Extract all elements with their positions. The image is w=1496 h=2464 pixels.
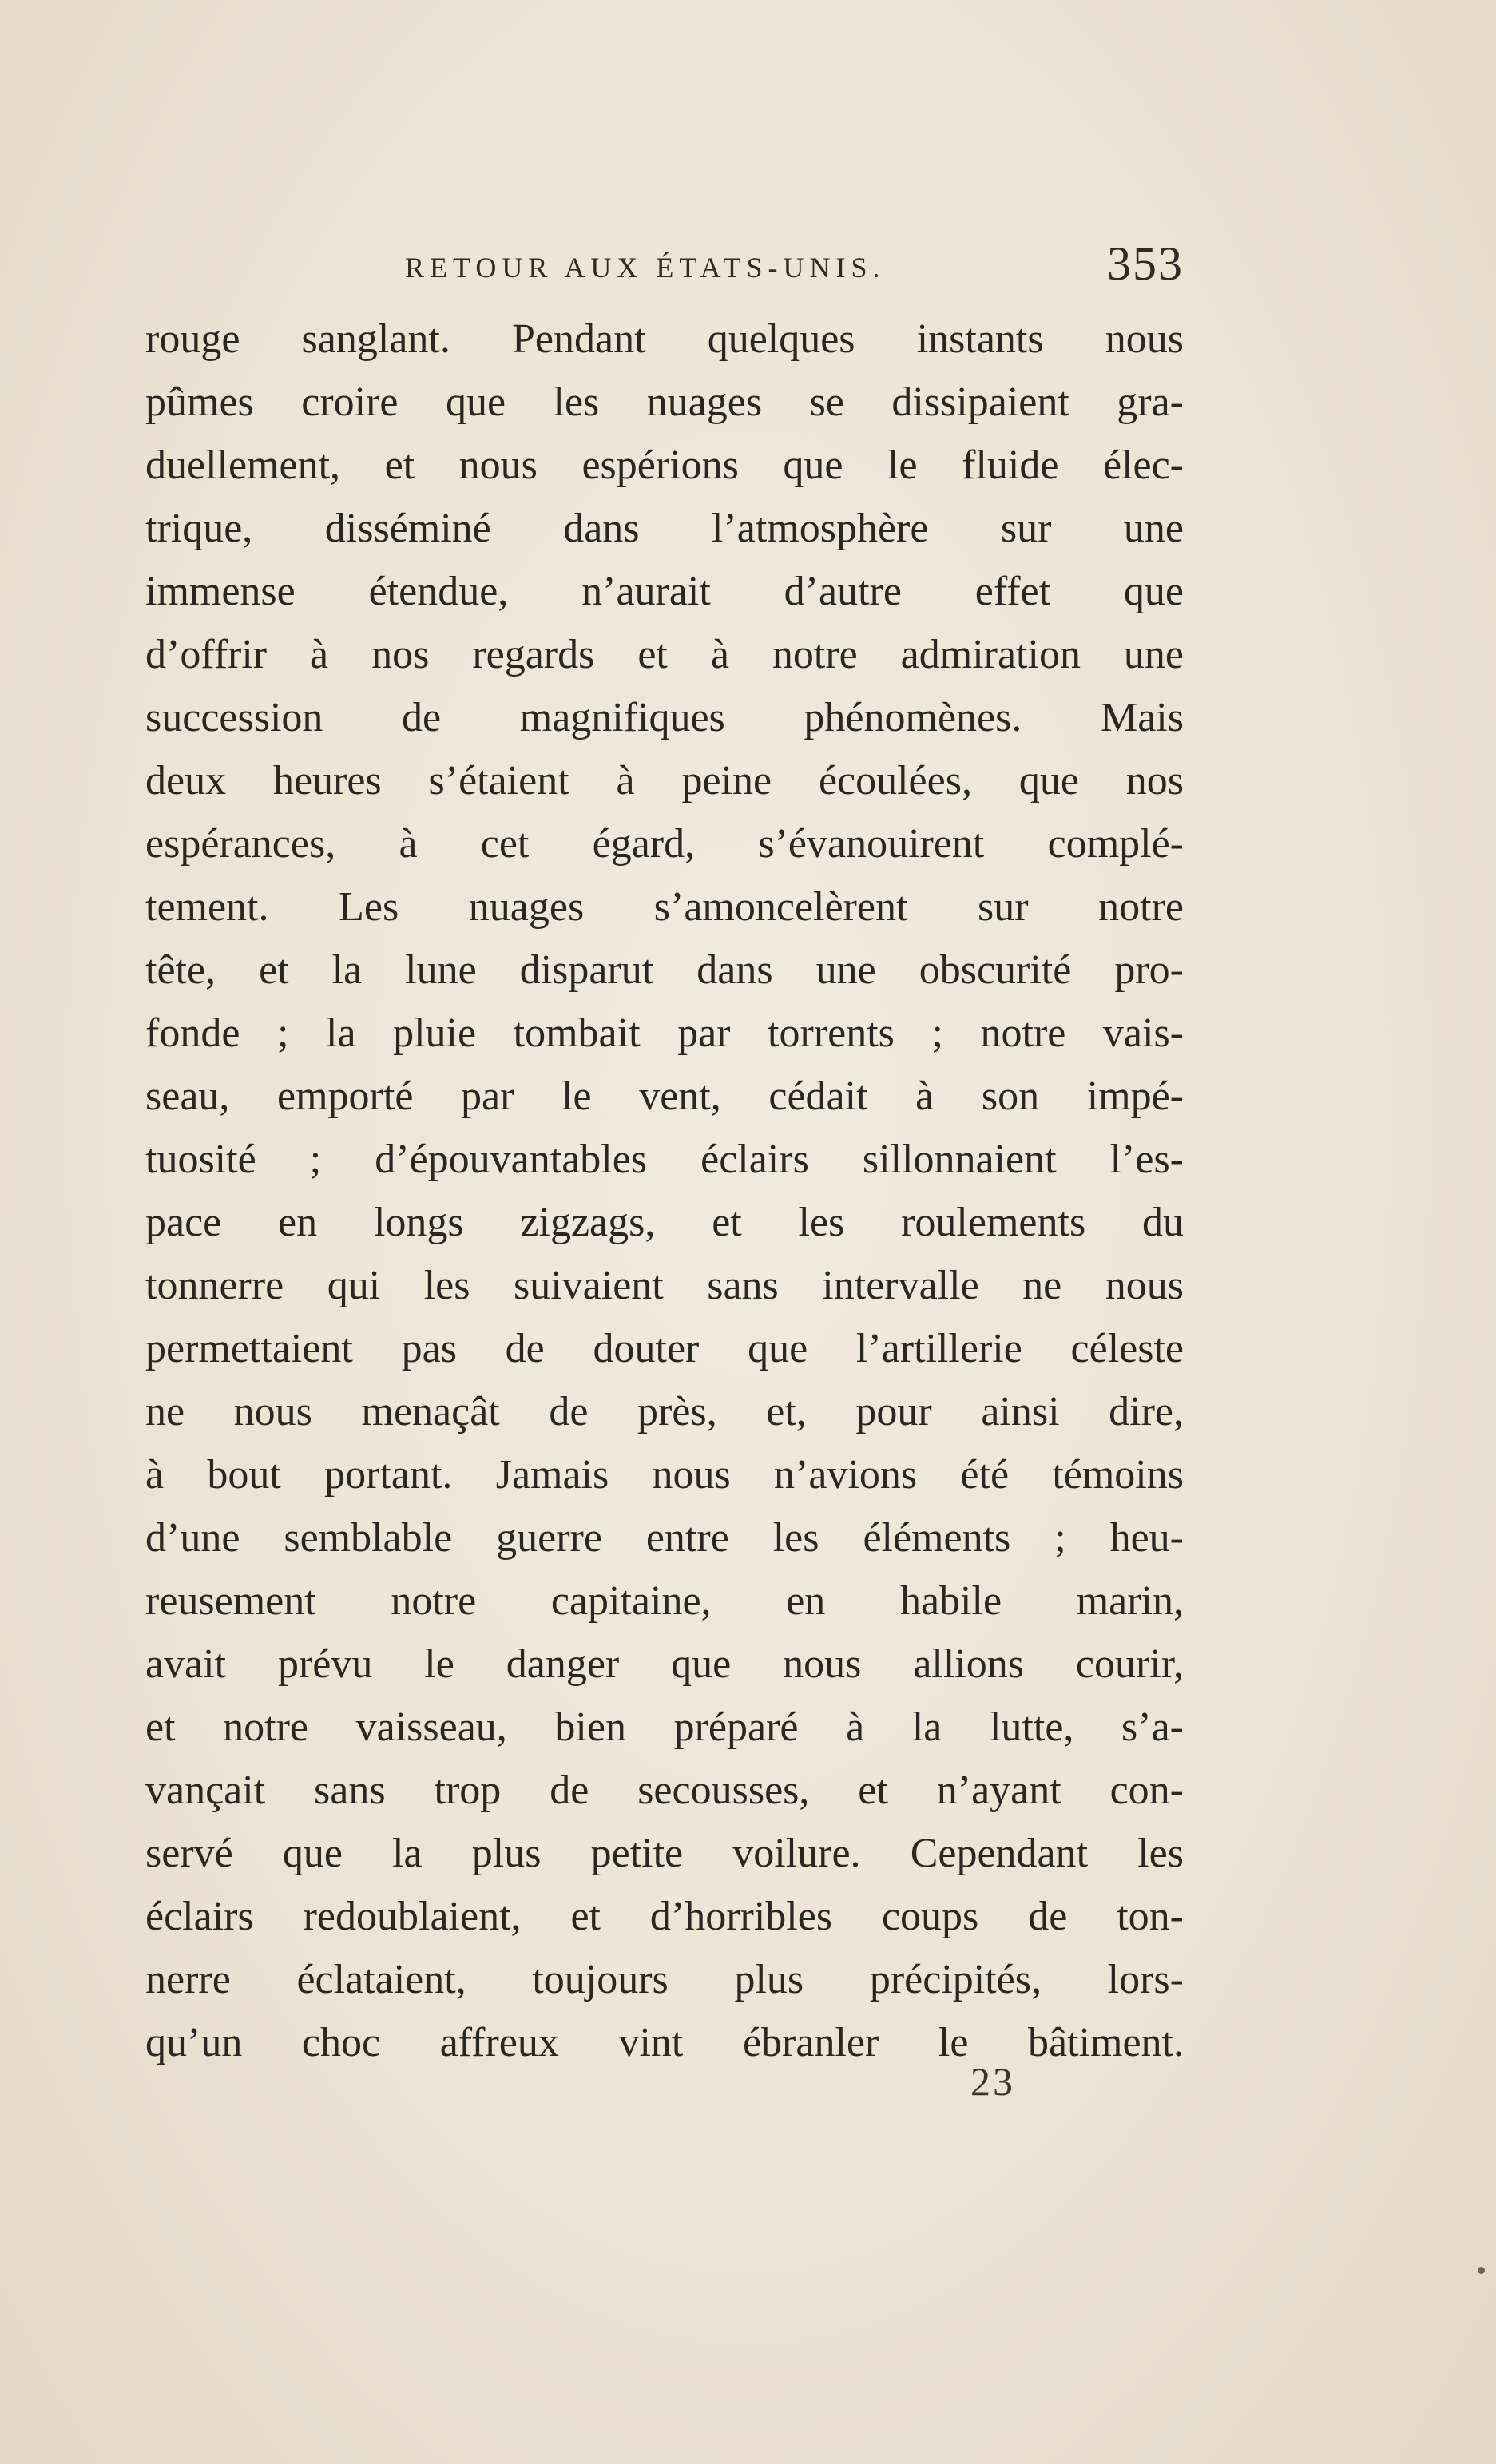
text-line: d’offrir à nos regards et à notre admiration une bbox=[145, 632, 1184, 677]
text-line: tuosité ; d’épouvantables éclairs sillonnaient l’es- bbox=[145, 1137, 1184, 1182]
text-line: pace en longs zigzags, et les roulements du bbox=[145, 1200, 1184, 1245]
page-header bbox=[145, 236, 1184, 300]
text-line: duellement, et nous espérions que le fluide élec- bbox=[145, 442, 1184, 488]
running-title: RETOUR AUX ÉTATS-UNIS. bbox=[405, 252, 886, 284]
body-text bbox=[145, 308, 1184, 2074]
text-line: succession de magnifiques phénomènes. Mais bbox=[145, 695, 1184, 740]
paper-speck bbox=[1478, 2267, 1485, 2274]
text-line: deux heures s’étaient à peine écoulées, que nos bbox=[145, 758, 1184, 803]
text-line: immense étendue, n’aurait d’autre effet que bbox=[145, 569, 1184, 614]
text-line: reusement notre capitaine, en habile marin, bbox=[145, 1578, 1184, 1624]
text-line: ne nous menaçât de près, et, pour ainsi dire, bbox=[145, 1389, 1184, 1434]
text-line: qu’un choc affreux vint ébranler le bâtiment. bbox=[145, 2020, 1184, 2065]
text-line: tête, et la lune disparut dans une obscurité pro- bbox=[145, 947, 1184, 993]
text-line: servé que la plus petite voilure. Cependant les bbox=[145, 1831, 1184, 1876]
text-line: d’une semblable guerre entre les éléments ; heu- bbox=[145, 1515, 1184, 1561]
text-line: éclairs redoublaient, et d’horribles coups de ton- bbox=[145, 1894, 1184, 1939]
text-line: tement. Les nuages s’amoncelèrent sur notre bbox=[145, 884, 1184, 930]
text-line: espérances, à cet égard, s’évanouirent complé- bbox=[145, 821, 1184, 867]
text-line: vançait sans trop de secousses, et n’ayant con- bbox=[145, 1768, 1184, 1813]
signature-mark: 23 bbox=[970, 2059, 1015, 2104]
text-line: à bout portant. Jamais nous n’avions été témoins bbox=[145, 1452, 1184, 1498]
text-line: et notre vaisseau, bien préparé à la lutte, s’a- bbox=[145, 1704, 1184, 1750]
text-line: fonde ; la pluie tombait par torrents ; notre vais- bbox=[145, 1010, 1184, 1056]
text-line: rouge sanglant. Pendant quelques instants nous bbox=[145, 316, 1184, 362]
text-line: seau, emporté par le vent, cédait à son impé- bbox=[145, 1073, 1184, 1119]
text-line: tonnerre qui les suivaient sans intervalle ne nous bbox=[145, 1263, 1184, 1308]
text-line: trique, disséminé dans l’atmosphère sur une bbox=[145, 506, 1184, 551]
text-line: permettaient pas de douter que l’artillerie céleste bbox=[145, 1326, 1184, 1371]
text-line: nerre éclataient, toujours plus précipités, lors- bbox=[145, 1957, 1184, 2002]
text-line: pûmes croire que les nuages se dissipaient gra- bbox=[145, 379, 1184, 425]
text-line: avait prévu le danger que nous allions courir, bbox=[145, 1641, 1184, 1687]
page-number: 353 bbox=[1107, 237, 1184, 290]
